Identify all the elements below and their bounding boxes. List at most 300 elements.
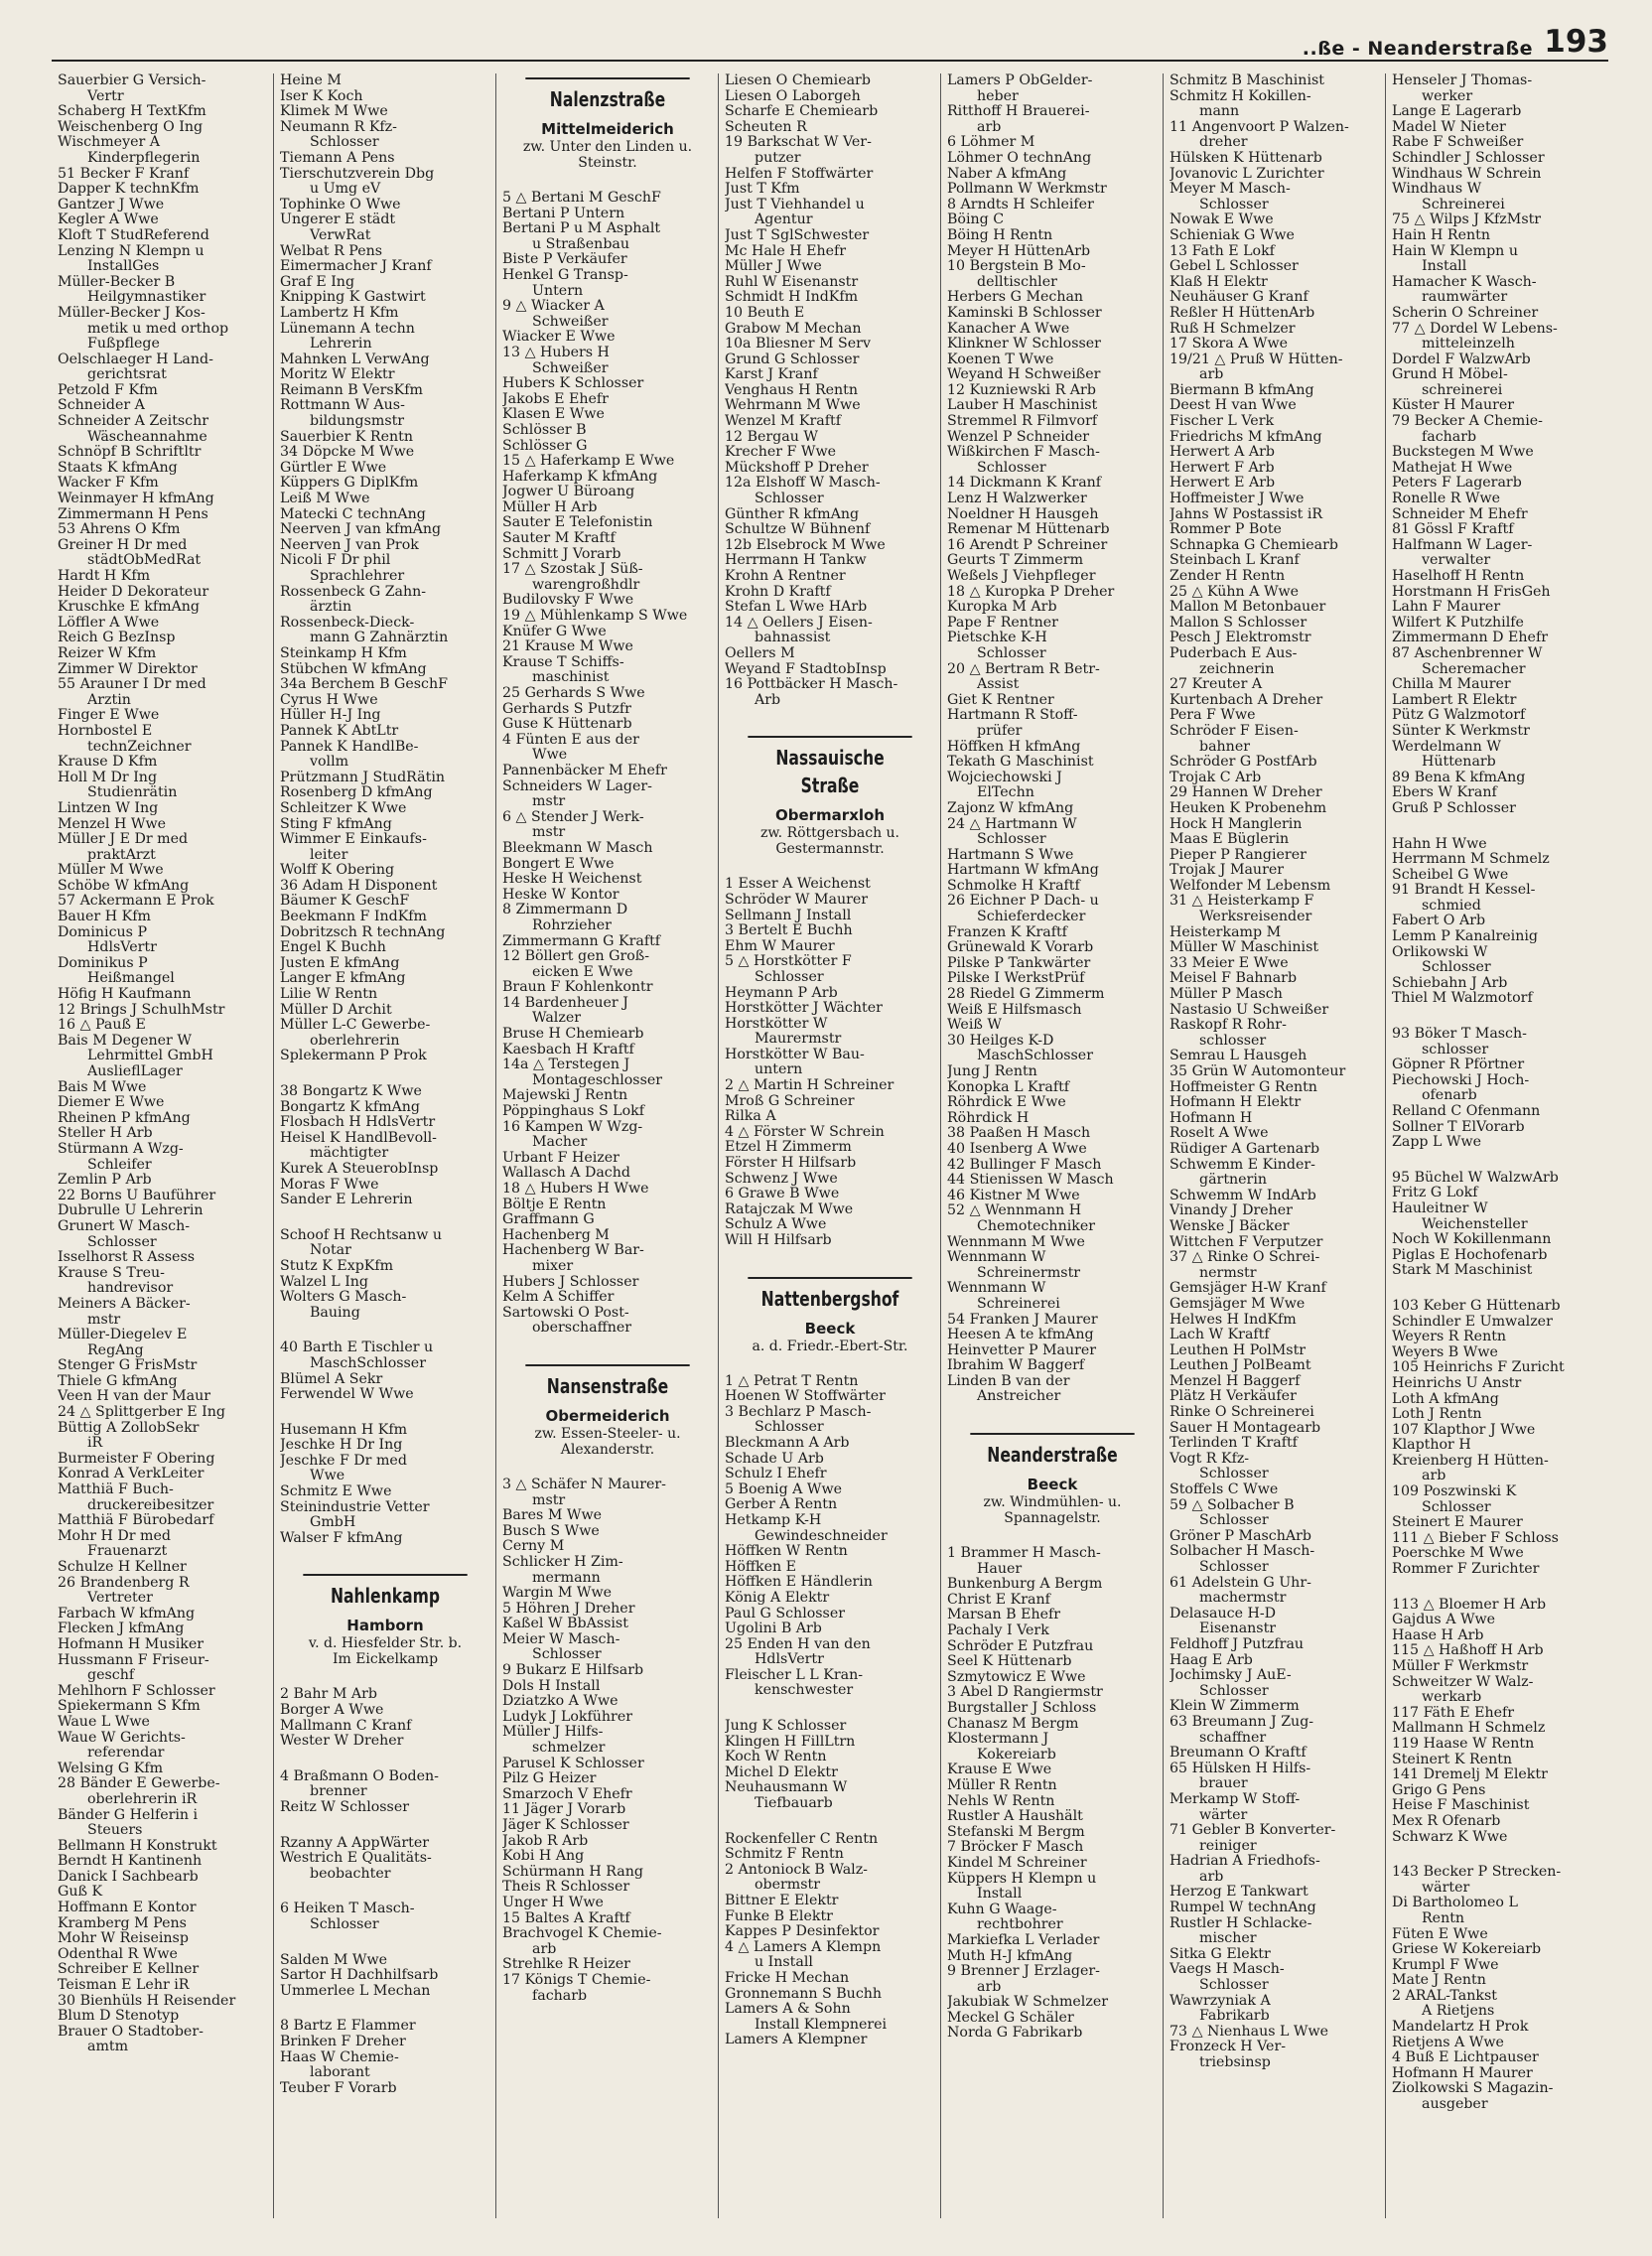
directory-entry: Orlikowski W [1392,944,1488,960]
directory-columns [52,73,1608,2218]
directory-entry: Herbers G Mechan [947,290,1084,306]
directory-entry: Finger E Wwe [58,708,160,724]
entry-continuation: Chemotechniker [977,1218,1096,1234]
directory-entry: Pietschke K-H [947,631,1047,646]
directory-entry: Büttig A ZollobSekr [58,1420,200,1436]
entry-continuation: mitteleinzelh [1422,337,1515,352]
directory-entry: Just T SglSchwester [725,227,870,243]
directory-entry: Lach W Kraftf [1170,1328,1270,1343]
directory-entry: Rockenfeller C Rentn [725,1831,879,1847]
directory-entry: Vinandy J Dreher [1170,1203,1293,1219]
directory-entry: Mate J Rentn [1392,1973,1486,1989]
directory-entry: Bruse H Chemiearb [502,1027,644,1043]
street-heading: Nassauische Straße [748,736,911,801]
directory-entry: Klingen H FillLtrn [725,1734,856,1750]
directory-entry: Grunert W Masch- [58,1218,191,1234]
directory-entry: Maas E Büglerin [1170,832,1290,848]
entry-continuation: Schreinerei [1422,197,1505,212]
directory-entry: Klinkner W Schlosser [947,337,1101,352]
directory-entry: Müller-Diegelev E [58,1328,188,1343]
directory-entry: Kuhn G Waage- [947,1902,1057,1917]
directory-entry: Cyrus H Wwe [280,692,378,708]
directory-entry: Meisel F Bahnarb [1170,971,1298,987]
entry-continuation: praktArzt [87,847,156,863]
spacer [947,1405,1158,1425]
spacer [280,1546,490,1566]
directory-entry: Scheibel G Wwe [1392,867,1509,883]
column-7 [1386,73,1608,2218]
entry-continuation: bildungsmstr [310,414,405,430]
directory-entry: Hülsken K Hüttenarb [1170,150,1322,166]
directory-entry: Hartmann S Wwe [947,847,1074,863]
directory-entry: 81 Gössl F Kraftf [1392,522,1514,538]
district-name: Obermarxloh [774,806,885,825]
entry-continuation: wärter [1422,1880,1470,1896]
entry-continuation: mann [1199,104,1240,120]
directory-entry: Schulz A Wwe [725,1217,827,1233]
directory-entry: Teuber F Vorarb [280,2080,397,2096]
directory-entry: Merkamp W Stoff- [1170,1791,1301,1807]
directory-entry: 19/21 △ Pruß W Hütten- [1170,352,1343,367]
entry-continuation: ausgeber [1422,2097,1488,2113]
directory-entry: Wehrmann M Wwe [725,398,861,414]
directory-entry: Neerven J van kfmAng [280,522,442,538]
directory-entry: Müller P Masch [1170,987,1283,1003]
directory-entry: Cerny M [502,1539,565,1555]
entry-continuation: Schlosser [1199,1560,1269,1575]
directory-entry: Rottmann W Aus- [280,398,405,414]
directory-entry: 9 △ Wiacker A [502,299,605,315]
directory-entry: Schwemm E Kinder- [1170,1157,1315,1173]
directory-entry: Stoffels C Wwe [1170,1482,1279,1498]
entry-continuation: schlosser [1199,1033,1267,1049]
directory-entry: Flosbach H HdlsVertr [280,1115,436,1131]
directory-entry: Kramberg M Pens [58,1915,187,1931]
directory-entry: Lamers A & Sohn [725,2002,851,2018]
directory-entry: Tekath G Maschinist [947,755,1094,771]
directory-entry: Karst J Kranf [725,367,818,383]
directory-entry: 2 △ Martin H Schreiner [725,1078,895,1094]
directory-entry: Fischer L Verk [1170,414,1275,430]
directory-entry: Trojak J Maurer [1170,863,1285,879]
directory-entry: Helfen F Stoffwärter [725,166,874,182]
entry-continuation: metik u med orthop [87,321,229,337]
directory-entry: Horstkötter W [725,1016,828,1032]
directory-entry: Zimmermann D Ehefr [1392,631,1548,646]
directory-entry: Berndt H Kantinenh [58,1854,203,1870]
directory-entry: Steinkamp H Kfm [280,645,407,661]
directory-entry: Zemlin P Arb [58,1173,152,1189]
directory-entry: 5 Boenig A Wwe [725,1481,843,1497]
directory-entry: Nowak E Wwe [1170,212,1274,228]
directory-entry: Höfig H Kaufmann [58,987,192,1003]
spacer [725,857,935,877]
entry-continuation: eicken E Wwe [532,964,633,980]
entry-continuation: u Umg eV [310,182,381,198]
directory-entry: Weyand H Schweißer [947,367,1101,383]
directory-entry: Grabow M Mechan [725,321,862,337]
directory-entry: 19 △ Mühlenkamp S Wwe [502,609,688,625]
spacer [725,1812,935,1832]
directory-entry: Bares M Wwe [502,1508,603,1524]
entry-continuation: MaschSchlosser [310,1355,426,1371]
directory-entry: Schaberg H TextKfm [58,104,206,120]
entry-continuation: gerichtsrat [87,367,167,383]
directory-entry: Bänder G Helferin i [58,1807,199,1823]
directory-entry: Müller-Becker J Kos- [58,305,206,321]
directory-entry: Rommer F Zurichter [1392,1562,1540,1578]
directory-entry: Müller L-C Gewerbe- [280,1018,431,1034]
directory-entry: Giet K Rentner [947,692,1054,708]
directory-entry: Mehlhorn F Schlosser [58,1683,215,1699]
directory-entry: Moritz W Elektr [280,367,395,383]
directory-entry: Dordel F WalzwArb [1392,352,1531,367]
spacer [280,1750,490,1769]
directory-entry: Roselt A Wwe [1170,1126,1269,1142]
directory-entry: Michel D Elektr [725,1764,838,1780]
directory-entry: Weyers R Rentn [1392,1330,1507,1345]
directory-entry: Jochimsky J AuE- [1170,1668,1292,1684]
spacer [280,1999,490,2019]
directory-entry: Venghaus H Rentn [725,382,859,398]
entry-continuation: heber [977,88,1019,104]
directory-entry: Just T Kfm [725,182,800,198]
directory-entry: Zimmer W Direktor [58,661,198,677]
directory-entry: 46 Kistner M Wwe [947,1188,1080,1203]
directory-entry: Burgstaller J Schloss [947,1701,1097,1716]
directory-entry: Madel W Nieter [1392,119,1506,135]
directory-entry: Schmitz B Maschinist [1170,73,1324,88]
directory-entry: Langer E kfmAng [280,971,406,987]
directory-entry: Haselhoff H Rentn [1392,569,1525,584]
directory-entry: 12 Kuzniewski R Arb [947,382,1096,398]
directory-entry: Küppers G DiplKfm [280,476,419,492]
directory-entry: 87 Aschenbrenner W [1392,645,1543,661]
spacer [947,1526,1158,1546]
directory-entry: 2 Bahr M Arb [280,1687,377,1703]
directory-entry: Weiß E Hilfsmasch [947,1002,1082,1018]
directory-entry: 113 △ Bloemer H Arb [1392,1597,1547,1613]
directory-entry: Buckstegen M Wwe [1392,445,1534,461]
directory-entry: Lünemann A techn [280,321,415,337]
directory-entry: Friedrichs M kfmAng [1170,429,1322,445]
directory-entry: Gantzer J Wwe [58,197,165,212]
directory-entry: Heise F Maschinist [1392,1798,1530,1814]
directory-entry: Bunkenburg A Bergm [947,1577,1103,1593]
directory-entry: 65 Hülsken H Hilfs- [1170,1761,1311,1776]
directory-entry: Wester W Dreher [280,1734,404,1750]
directory-entry: Höffken H kfmAng [947,739,1081,755]
directory-entry: Knüfer G Wwe [502,624,607,639]
directory-entry: Mex R Ofenarb [1392,1813,1501,1829]
directory-entry: 4 △ Lamers A Klempn [725,1939,882,1955]
directory-entry: Heine M [280,73,342,88]
directory-entry: Szmytowicz E Wwe [947,1669,1086,1685]
directory-entry: Just T Viehhandel u [725,197,865,212]
directory-entry: Schneiders W Lager- [502,778,652,794]
entry-continuation: ofenarb [1422,1088,1477,1104]
directory-entry: Majewski J Rentn [502,1088,628,1104]
directory-entry: Böltje E Rentn [502,1197,607,1212]
entry-continuation: Eisenanstr [1199,1622,1277,1637]
directory-entry: Ungerer E städt [280,212,396,228]
directory-entry: Herrmann M Schmelz [1392,852,1550,868]
directory-entry: 2 ARAL-Tankst [1392,1988,1497,2004]
directory-entry: 10 Beuth E [725,305,805,321]
directory-entry: Fleischer L L Kran- [725,1667,864,1683]
spacer [280,1064,490,1084]
street-location: zw. Unter den Linden u. [522,139,693,155]
entry-continuation: Rentn [1422,1910,1465,1926]
directory-entry: Schwemm W IndArb [1170,1188,1316,1203]
entry-continuation: mstr [532,1492,566,1508]
directory-entry: Rüdiger A Gartenarb [1170,1141,1320,1157]
directory-entry: Hoffmann E Kontor [58,1901,197,1916]
directory-entry: Braun F Kohlenkontr [502,980,653,996]
spacer [280,1667,490,1687]
directory-entry: Schmolke H Kraftf [947,878,1080,894]
entry-continuation: Schlosser [1199,1683,1269,1699]
directory-entry: 16 Pottbäcker H Masch- [725,677,898,693]
entry-continuation: Schlosser [755,1420,824,1436]
directory-entry: Hetkamp K-H [725,1512,822,1528]
directory-entry: Müller M Wwe [58,863,164,879]
directory-entry: 77 △ Dordel W Lebens- [1392,321,1558,337]
entry-continuation: Arb [755,692,781,708]
directory-entry: Kruschke E kfmAng [58,600,201,616]
directory-entry: Sauerbier G Versich- [58,73,206,88]
directory-entry: Odenthal R Wwe [58,1946,178,1962]
directory-entry: Wenzel M Kraftf [725,414,841,430]
directory-entry: Petzold F Kfm [58,382,158,398]
directory-entry: Ratajczak M Wwe [725,1201,854,1217]
directory-entry: Franzen K Kraftf [947,924,1067,940]
entry-continuation: Frauenarzt [87,1544,168,1560]
directory-entry: Loth A kfmAng [1392,1391,1499,1407]
directory-entry: Kloft T StudReferend [58,227,209,243]
directory-entry: Sauter M Kraftf [502,531,616,547]
directory-entry: 31 △ Heisterkamp F [1170,894,1314,910]
directory-entry: Schindler E Umwalzer [1392,1314,1553,1330]
entry-continuation: triebsinsp [1199,2055,1271,2070]
directory-entry: Schlösser G [502,438,588,454]
directory-entry: 12a Elshoff W Masch- [725,476,881,492]
directory-entry: Flecken J kfmAng [58,1622,185,1637]
directory-entry: Krause S Treu- [58,1265,165,1281]
directory-entry: Walser F kfmAng [280,1530,403,1546]
entry-continuation: Heißmangel [87,971,175,987]
directory-entry: Leiß M Wwe [280,492,370,507]
directory-entry: 1 Brammer H Masch- [947,1546,1101,1562]
directory-entry: Schweitzer W Walz- [1392,1674,1534,1690]
column-2 [274,73,496,2218]
directory-entry: Hartmann W kfmAng [947,863,1099,879]
directory-entry: Schlösser B [502,422,587,438]
directory-entry: Wennmann M Wwe [947,1234,1085,1250]
directory-entry: Küppers H Klempn u [947,1871,1097,1887]
directory-entry: Förster H Hilfsarb [725,1156,857,1172]
directory-entry: 24 △ Hartmann W [947,816,1077,832]
directory-entry: Rzanny A AppWärter [280,1835,430,1851]
directory-entry: Klaß H Elektr [1170,274,1268,290]
directory-entry: Windhaus W [1392,182,1482,198]
directory-entry: Ronelle R Wwe [1392,492,1501,507]
spacer [1392,817,1603,837]
directory-entry: Noch W Kokillenmann [1392,1232,1552,1248]
directory-entry: Lenzing N Klempn u [58,243,205,259]
directory-entry: 5 △ Horstkötter F [725,954,852,970]
directory-entry: Rilka A [725,1109,776,1125]
page-number: 193 [1544,24,1608,60]
directory-entry: Rabe F Schweißer [1392,135,1524,151]
directory-entry: Semrau L Hausgeh [1170,1049,1308,1064]
directory-entry: Neerven J van Prok [280,537,419,553]
directory-entry: 30 Heilges K-D [947,1033,1054,1049]
entry-continuation: Werksreisender [1199,910,1312,925]
directory-entry: 18 △ Kuropka P Dreher [947,584,1115,600]
directory-entry: Wallasch A Dachd [502,1166,630,1182]
entry-continuation: Schlosser [310,135,379,151]
directory-entry: Göpner R Pförtner [1392,1058,1525,1073]
directory-entry: Strehlke R Heizer [502,1957,630,1973]
spacer [725,1249,935,1269]
directory-entry: Busch S Wwe [502,1523,600,1539]
directory-entry: Krumpl F Wwe [1392,1957,1499,1973]
directory-entry: Pannek K HandlBe- [280,739,419,755]
directory-entry: Schröder G PostfArb [1170,755,1317,771]
entry-continuation: AuslieflLager [87,1064,183,1079]
directory-entry: Halfmann W Lager- [1392,537,1533,553]
directory-entry: Klasen E Wwe [502,407,605,423]
directory-entry: 40 Isenberg A Wwe [947,1141,1087,1157]
directory-entry: Pera F Wwe [1170,708,1256,724]
directory-entry: Krohn A Rentner [725,569,846,584]
entry-continuation: reiniger [1199,1838,1257,1854]
directory-entry: Heymann P Arb [725,985,838,1001]
directory-entry: 51 Becker F Kranf [58,166,190,182]
directory-entry: 20 △ Bertram R Betr- [947,661,1100,677]
directory-entry: 4 Buß E Lichtpauser [1392,2050,1539,2066]
directory-entry: Mohr H Dr med [58,1528,171,1544]
directory-entry: Bleckmann A Arb [725,1435,850,1451]
directory-entry: Biermann B kfmAng [1170,382,1314,398]
directory-entry: Fritz G Lokf [1392,1186,1478,1201]
directory-entry: Meckel G Schäler [947,2010,1074,2026]
directory-entry: Deest H van Wwe [1170,398,1297,414]
directory-entry: Hüller H-J Ing [280,708,381,724]
directory-entry: Zimmermann G Kraftf [502,933,661,949]
directory-entry: Hofmann H Maurer [1392,2065,1533,2081]
directory-entry: 141 Dremelj M Elektr [1392,1767,1548,1783]
directory-entry: Heider D Dekorateur [58,584,209,600]
district-name: Obermeiderich [545,1406,670,1425]
directory-entry: Westrich E Qualitäts- [280,1851,432,1867]
directory-entry: Kreienberg H Hütten- [1392,1453,1549,1469]
entry-continuation: Install [1422,259,1467,275]
directory-entry: 38 Bongartz K Wwe [280,1084,422,1099]
directory-entry: Sauter E Telefonistin [502,515,653,531]
directory-entry: Wennmann W [947,1250,1046,1266]
entry-continuation: Schlosser [1422,1499,1491,1515]
directory-entry: Heinvetter P Maurer [947,1342,1097,1358]
directory-entry: Krause T Schiffs- [502,654,624,670]
directory-entry: Graffmann G [502,1212,595,1228]
directory-entry: Relland C Ofenmann [1392,1104,1541,1119]
directory-entry: Wolters G Masch- [280,1290,407,1306]
directory-entry: Neuhausmann W [725,1780,848,1796]
directory-entry: Oelschlaeger H Land- [58,352,213,367]
entry-continuation: Weichensteller [1422,1216,1528,1232]
directory-entry: Biste P Verkäufer [502,252,627,268]
spacer [1392,1151,1603,1171]
directory-entry: 57 Ackermann E Prok [58,894,214,910]
entry-continuation: warengroßhdlr [532,577,640,593]
directory-entry: Kaminski B Schlosser [947,305,1102,321]
directory-entry: Jahns W Postassist iR [1170,506,1323,522]
spacer [725,1699,935,1719]
entry-continuation: arb [1422,1469,1446,1484]
entry-continuation: ElTechn [977,785,1034,801]
entry-continuation: Schlosser [755,492,824,507]
directory-entry: Tierschutzverein Dbg [280,166,435,182]
directory-entry: Bellmann H Konstrukt [58,1838,217,1854]
directory-entry: Heske H Weichenst [502,872,642,888]
entry-continuation: schreinerei [1422,382,1503,398]
directory-entry: Rietjens A Wwe [1392,2035,1504,2050]
entry-continuation: mischer [1199,1931,1257,1947]
directory-entry: Stark M Maschinist [1392,1263,1533,1279]
directory-entry: Röhrdick E Wwe [947,1095,1066,1111]
directory-entry: Hofmann H Elektr [1170,1095,1302,1111]
directory-entry: Feldhoff J Putzfrau [1170,1636,1305,1652]
directory-entry: Staats K kfmAng [58,460,178,476]
directory-entry: Isselhorst R Assess [58,1250,196,1266]
directory-entry: Schröder F Eisen- [1170,723,1299,739]
directory-entry: Krohn D Kraftf [725,584,831,600]
directory-entry: Haag E Arb [1170,1652,1253,1668]
directory-entry: Thiel M Walzmotorf [1392,991,1533,1007]
directory-entry: Norda G Fabrikarb [947,2026,1083,2042]
entry-continuation: technZeichner [87,739,192,755]
directory-entry: 143 Becker P Strecken- [1392,1865,1562,1881]
directory-entry: Gemsjäger H-W Kranf [1170,1281,1326,1297]
directory-entry: Rossenbeck-Dieck- [280,615,415,631]
district-name: Beeck [804,1319,856,1338]
directory-entry: Paul G Schlosser [725,1606,846,1622]
directory-entry: 16 Arendt P Schreiner [947,537,1108,553]
directory-entry: Pesch J Elektromstr [1170,631,1311,646]
directory-entry: Lambert R Elektr [1392,692,1517,708]
directory-entry: Bauer H Kfm [58,910,151,925]
directory-entry: Steinert K Rentn [1392,1752,1513,1767]
directory-entry: Pachaly I Verk [947,1623,1049,1639]
directory-entry: Christ E Kranf [947,1592,1050,1608]
directory-entry: Schröder W Maurer [725,892,869,908]
directory-entry: Wimmer E Einkaufs- [280,832,427,848]
directory-entry: Schulz I Ehefr [725,1467,827,1482]
directory-entry: Lintzen W Ing [58,800,159,816]
entry-continuation: Schlosser [532,1647,602,1663]
entry-continuation: Steuers [87,1823,143,1839]
directory-entry: Dols H Install [502,1678,601,1694]
entry-continuation: machermstr [1199,1591,1287,1607]
directory-entry: 3 △ Schäfer N Maurer- [502,1477,666,1492]
directory-entry: Hahn H Wwe [1392,836,1487,852]
directory-entry: 4 Braßmann O Boden- [280,1768,439,1784]
directory-entry: 95 Büchel W WalzwArb [1392,1170,1559,1186]
entry-continuation: facharb [1422,429,1477,445]
directory-entry: Jogwer U Büroang [502,485,635,500]
